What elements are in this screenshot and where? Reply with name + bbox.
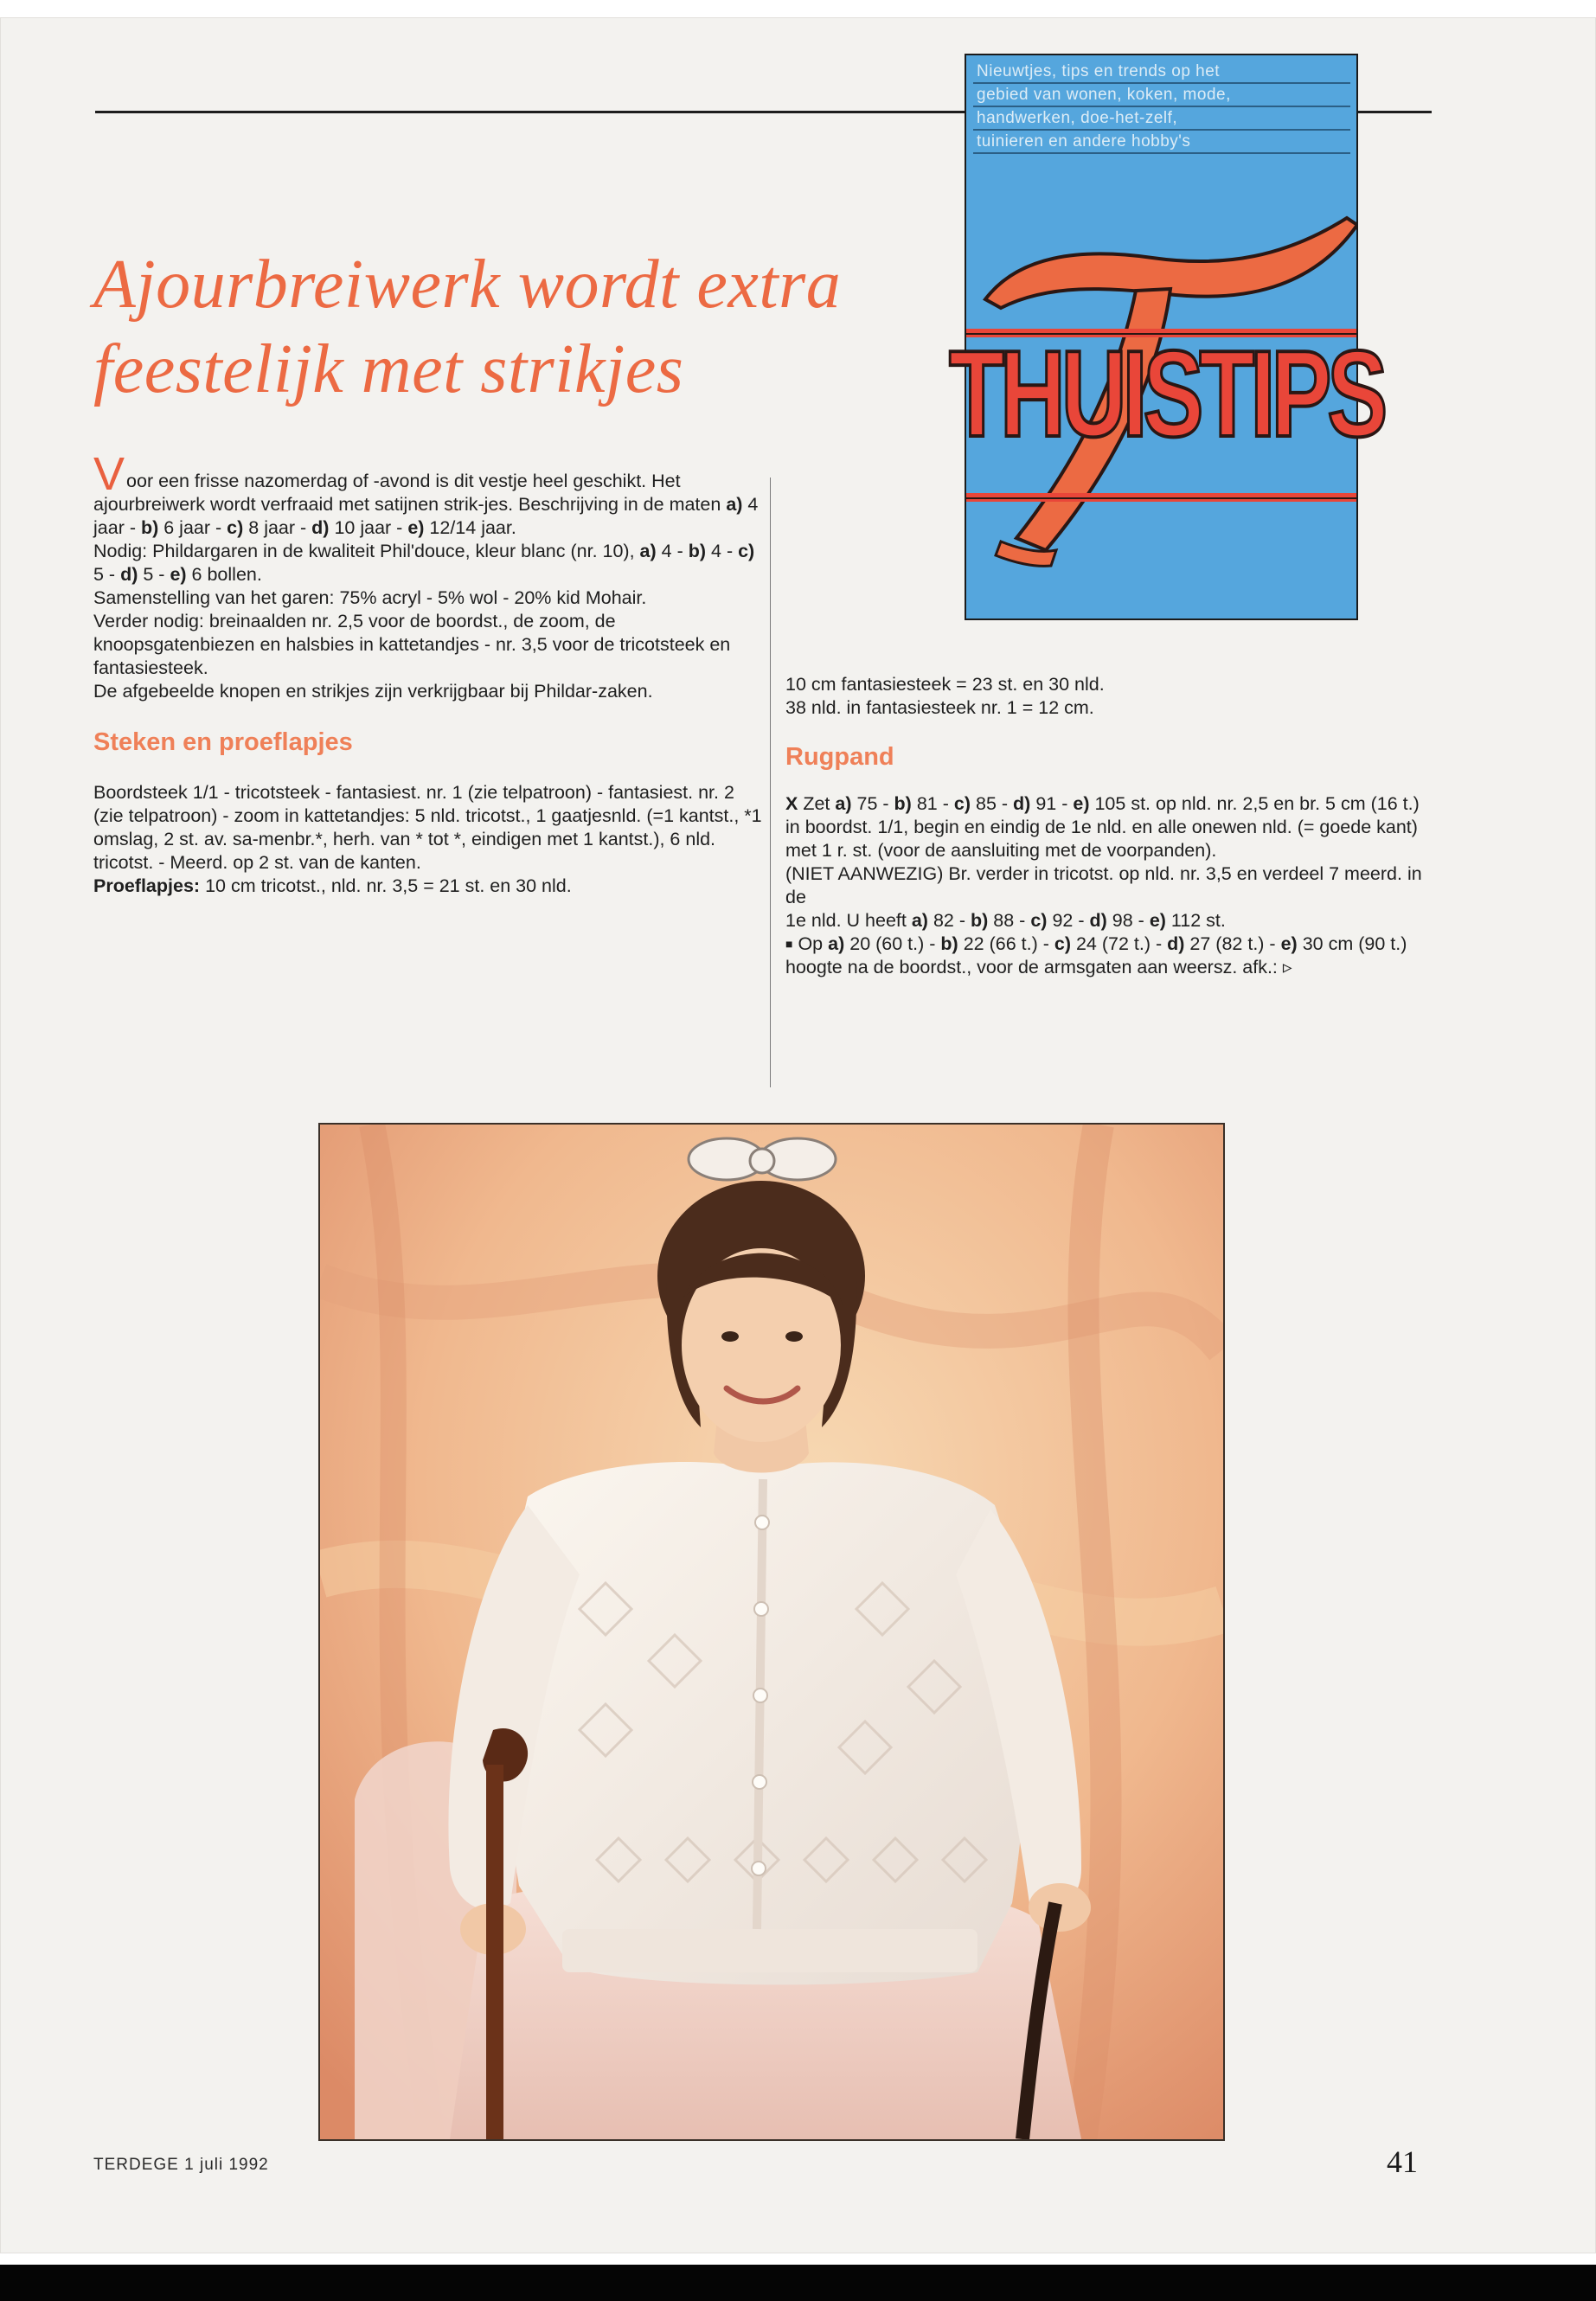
article-photo (318, 1123, 1225, 2141)
text-column-right (785, 673, 1434, 979)
square-bullet-icon: ■ (785, 937, 793, 951)
thuistips-wordmark: THUISTIPS (949, 325, 1384, 463)
composition-paragraph: Samenstelling van het garen: 75% acryl - 5% wol - 20% kid Mohair. (93, 587, 647, 608)
tagline-line: Nieuwtjes, tips en trends op het (973, 61, 1350, 84)
gauge-line: 38 nld. in fantasiesteek nr. 1 = 12 cm. (785, 697, 1094, 718)
drop-cap: V (93, 448, 125, 500)
page-number: 41 (1387, 2144, 1418, 2179)
column-divider (770, 478, 771, 1087)
stitches-paragraph: Boordsteek 1/1 - tricotsteek - fantasiest. nr. 1 (zie telpatroon) - fantasiest. nr. 2 (zie telpatroon) - zoom in kattetandjes: 5 nld. tricotst., 1 gaatjesnld. (=1 kantst., *1 omslag, 2 st. av. sa-menbr.*, herh. van * tot *, eindigen met 1 kantst.), 6 nld. tricotst. - Meerd. op 2 st. van de kanten. (93, 782, 762, 873)
gauge-paragraph: Proeflapjes: 10 cm tricotst., nld. nr. 3,5 = 21 st. en 30 nld. (93, 875, 572, 896)
title-line-1: Ajourbreiwerk wordt extra (93, 247, 842, 323)
rugpand-paragraph-1: X Zet a) 75 - b) 81 - c) 85 - d) 91 - e) 105 st. op nld. nr. 2,5 en br. 5 cm (16 t.) in boordst. 1/1, begin en eindig de 1e nld. en alle onewen nld. (= goede kant) met 1 r. st. (voor de aansluiting met de voorpanden). (785, 793, 1420, 861)
section-heading-steken: Steken en proeflapjes (93, 728, 353, 756)
continue-arrow-icon: ▹ (1282, 957, 1292, 977)
gauge-line: 10 cm fantasiesteek = 23 st. en 30 nld. (785, 674, 1105, 695)
intro-paragraph: Voor een frisse nazomerdag of -avond is dit vestje heel geschikt. Het ajourbreiwerk wordt verfraaid met satijnen strik-jes. Beschrijving in de maten a) 4 jaar - b) 6 jaar - c) 8 jaar - d) 10 jaar - e) 12/14 jaar. (93, 448, 759, 538)
text-column-left (93, 448, 764, 898)
rugpand-paragraph-4: ■ Op a) 20 (60 t.) - b) 22 (66 t.) - c) 24 (72 t.) - d) 27 (82 t.) - e) 30 cm (90 t.) hoogte na de boordst., voor de armsgaten aan weersz. afk.: ▹ (785, 933, 1407, 977)
article-title (93, 242, 967, 412)
title-line-2: feestelijk met strikjes (93, 331, 684, 407)
rugpand-paragraph-2: (NIET AANWEZIG) Br. verder in tricotst. op nld. nr. 3,5 en verdeel 7 meerd. in de (785, 863, 1422, 907)
photo-girl-in-cardigan (320, 1125, 1223, 2139)
tagline-line: tuinieren en andere hobby's (973, 131, 1350, 154)
section-heading-rugpand: Rugpand (785, 743, 894, 771)
scan-bottom-band (0, 2265, 1596, 2301)
materials-paragraph: Nodig: Phildargaren in de kwaliteit Phil'douce, kleur blanc (nr. 10), a) 4 - b) 4 - c) 5 - d) 5 - e) 6 bollen. (93, 541, 755, 585)
publication-footer: TERDEGE 1 juli 1992 (93, 2156, 269, 2174)
buttons-note: De afgebeelde knopen en strikjes zijn verkrijgbaar bij Phildar-zaken. (93, 681, 653, 702)
tagline-line: handwerken, doe-het-zelf, (973, 107, 1350, 131)
further-needs-paragraph: Verder nodig: breinaalden nr. 2,5 voor de boordst., de zoom, de knoopsgatenbiezen en halsbies in kattetandjes - nr. 3,5 voor de tricotsteek en fantasiesteek. (93, 611, 731, 678)
rugpand-paragraph-3: 1e nld. U heeft a) 82 - b) 88 - c) 92 - d) 98 - e) 112 st. (785, 910, 1226, 931)
tagline-line: gebied van wonen, koken, mode, (973, 84, 1350, 107)
